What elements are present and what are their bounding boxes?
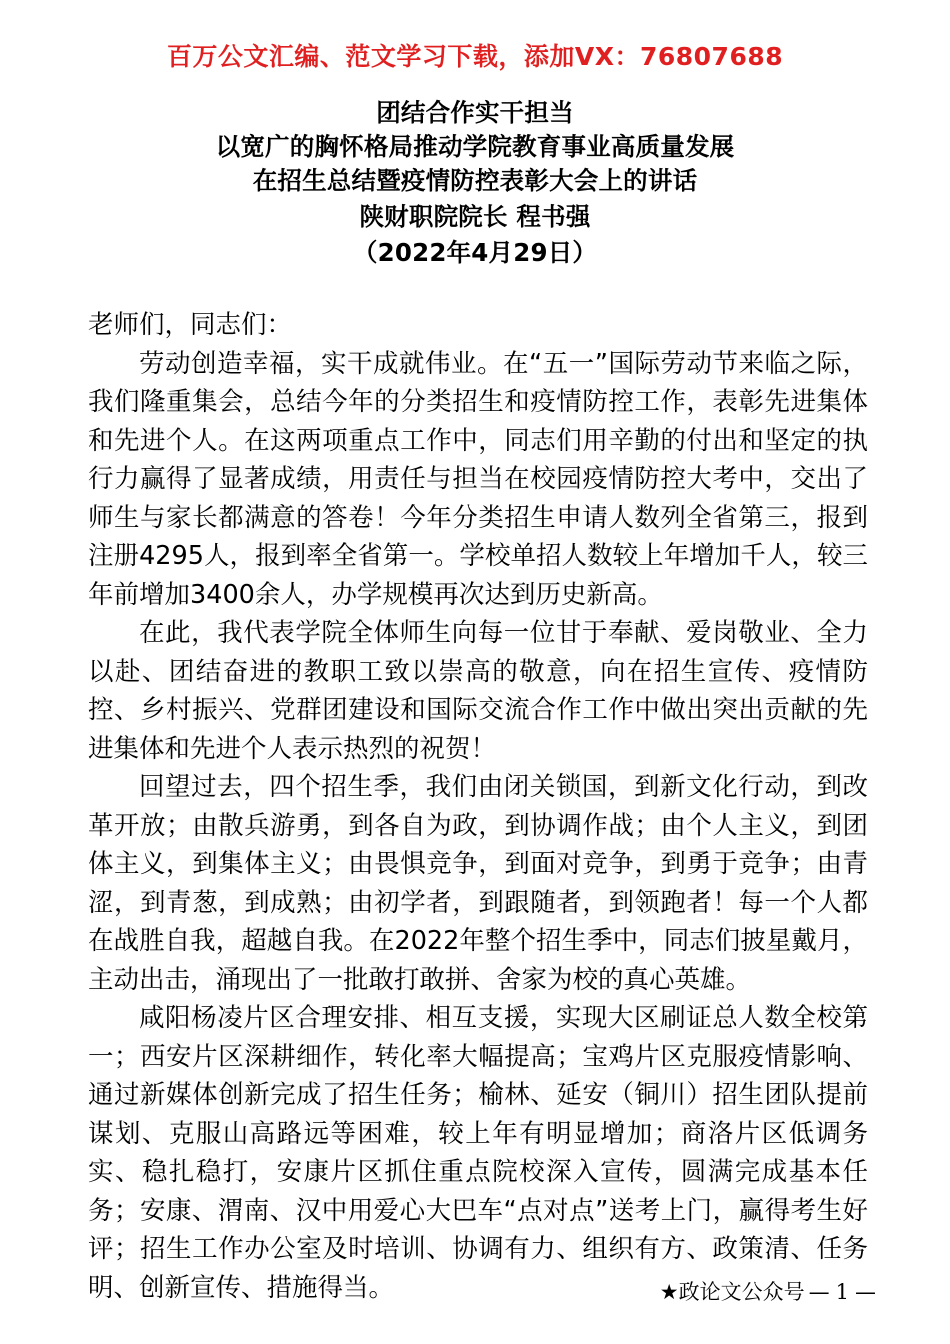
footer-dash-right: —	[855, 1280, 876, 1304]
document-body	[88, 306, 868, 1307]
title-line-1: 团结合作实干担当	[376, 98, 574, 127]
title-date: （2022年4月29日）	[352, 238, 598, 267]
title-author: 陕财职院院长 程书强	[359, 202, 591, 231]
page-number: 1	[835, 1280, 849, 1304]
body-paragraph: 回望过去，四个招生季，我们由闭关锁国，到新文化行动，到改革开放；由散兵游勇，到各自为政，到协调作战；由个人主义，到团体主义，到集体主义；由畏惧竞争，到面对竞争，到勇于竞争；由青涩，到青葱，到成熟；由初学者，到跟随者，到领跑者！每一个人都在战胜自我，超越自我。在2022年整个招生季中，同志们披星戴月，主动出击，涌现出了一批敢打敢拼、舍家为校的真心英雄。	[88, 772, 868, 995]
footer-label: 政论文公众号	[678, 1280, 805, 1304]
title-line-2: 以宽广的胸怀格局推动学院教育事业高质量发展	[215, 132, 735, 161]
promo-banner: 百万公文汇编、范文学习下载，添加VX：76807688	[166, 42, 784, 71]
page-footer	[0, 1278, 950, 1306]
star-icon: ★	[659, 1280, 679, 1304]
footer-dash-left: —	[808, 1280, 830, 1304]
body-paragraph: 劳动创造幸福，实干成就伟业。在“五一”国际劳动节来临之际，我们隆重集会，总结今年的分类招生和疫情防控工作，表彰先进集体和先进个人。在这两项重点工作中，同志们用辛勤的付出和坚定的执行力赢得了显著成绩，用责任与担当在校园疫情防控大考中，交出了师生与家长都满意的答卷！今年分类招生申请人数列全省第三，报到注册4295人，报到率全省第一。学校单招人数较上年增加千人，较三年前增加3400余人，办学规模再次达到历史新高。	[88, 348, 868, 610]
body-paragraph: 在此，我代表学院全体师生向每一位甘于奉献、爱岗敬业、全力以赴、团结奋进的教职工致以崇高的敬意，向在招生宣传、疫情防控、乡村振兴、党群团建设和国际交流合作工作中做出突出贡献的先进集体和先进个人表示热烈的祝贺！	[88, 618, 868, 764]
salutation: 老师们，同志们：	[88, 310, 293, 340]
body-paragraph: 咸阳杨凌片区合理安排、相互支援，实现大区刷证总人数全校第一；西安片区深耕细作，转化率大幅提高；宝鸡片区克服疫情影响、通过新媒体创新完成了招生任务；榆林、延安（铜川）招生团队提前谋划、克服山高路远等困难，较上年有明显增加；商洛片区低调务实、稳扎稳打，安康片区抓住重点院校深入宣传，圆满完成基本任务；安康、渭南、汉中用爱心大巴车“点对点”送考上门，赢得考生好评；招生工作办公室及时培训、协调有力、组织有方、政策清、任务明、创新宣传、措施得当。	[88, 1003, 868, 1303]
title-block	[0, 96, 950, 270]
title-line-3: 在招生总结暨疫情防控表彰大会上的讲话	[252, 166, 698, 195]
